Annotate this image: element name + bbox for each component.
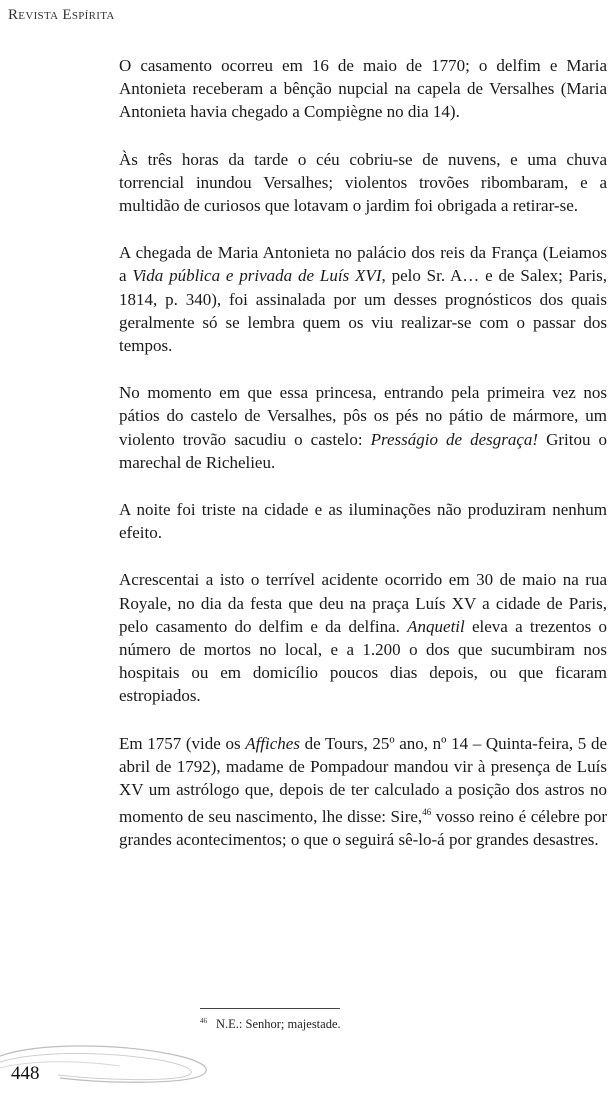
text-segment: Às três horas da tarde o céu cobriu-se de nuvens, e uma chuva torrencial inundou Versalhes; violentos trovões ribombaram, e a multidão de curiosos que lotavam o jardim foi obrigada a retirar-se. xyxy=(119,149,607,216)
text-segment: vosso reino é célebre por grandes acontecimentos; o que o seguirá sê-lo-á por grandes desastres. xyxy=(119,807,608,850)
text-segment: , pelo Sr. A… e de Salex; Paris, 1814, p. 340), foi assinalada por um desses prognósticos dos quais geralmente só se lembra quem os viu realizar-se com o passar dos tempos. xyxy=(119,266,607,356)
text-segment: No momento em que essa princesa, entrando pela primeira vez nos pátios do castelo de Versalhes, pôs os pés no pátio de mármore, um violento trovão sacudiu o castelo: xyxy=(119,383,607,449)
italic-text: Presságio de desgraça! xyxy=(370,429,539,449)
paragraph xyxy=(119,54,607,124)
body-text xyxy=(119,54,607,876)
footnote-text: N.E.: Senhor; majestade. xyxy=(216,1017,341,1031)
paragraph xyxy=(119,498,607,544)
paragraph xyxy=(119,241,607,357)
text-segment: Gritou o marechal de Richelieu. xyxy=(119,429,607,472)
text-segment: A chegada de Maria Antonieta no palácio dos reis da França (Leiamos a xyxy=(119,243,607,286)
text-segment: Em 1757 (vide os xyxy=(119,733,246,753)
italic-text: Affiches xyxy=(245,733,300,753)
text-segment: O casamento ocorreu em 16 de maio de 1770; o delfim e Maria Antonieta receberam a bênção nupcial na capela de Versalhes (Maria Antonieta havia chegado a Compiègne no dia 14). xyxy=(119,56,607,122)
paragraph xyxy=(119,732,607,852)
paragraph xyxy=(119,148,607,218)
italic-text: Anquetil xyxy=(407,616,465,636)
paragraph xyxy=(119,381,607,474)
footnote-reference: 46 xyxy=(422,807,432,818)
footnote xyxy=(200,1017,341,1032)
italic-text: Vida pública e privada de Luís XVI xyxy=(132,266,382,286)
footnote-divider xyxy=(200,1008,340,1009)
paragraph xyxy=(119,568,607,707)
text-segment: de Tours, 25º ano, nº 14 – Quinta-feira, 5 de abril de 1792), madame de Pompadour mandou vir à presença de Luís XV um astrólogo que, depois de ter calculado a posição dos astros no momento de seu nascimento, lhe disse: Sire, xyxy=(119,733,607,827)
footnote-marker: 46 xyxy=(200,1017,207,1025)
text-segment: A noite foi triste na cidade e as iluminações não produziram nenhum efeito. xyxy=(119,500,607,543)
text-segment: eleva a trezentos o número de mortos no local, e a 1.200 o dos que sucumbiram nos hospitais ou em domicílio poucos dias depois, ou que ficaram estropiados. xyxy=(119,616,607,706)
page-number: 448 xyxy=(11,1063,40,1084)
running-head: Revista Espírita xyxy=(8,7,115,23)
text-segment: Acrescentai a isto o terrível acidente ocorrido em 30 de maio na rua Royale, no dia da festa que deu na praça Luís XV a cidade de Paris, pelo casamento do delfim e da delfina. xyxy=(119,570,607,636)
